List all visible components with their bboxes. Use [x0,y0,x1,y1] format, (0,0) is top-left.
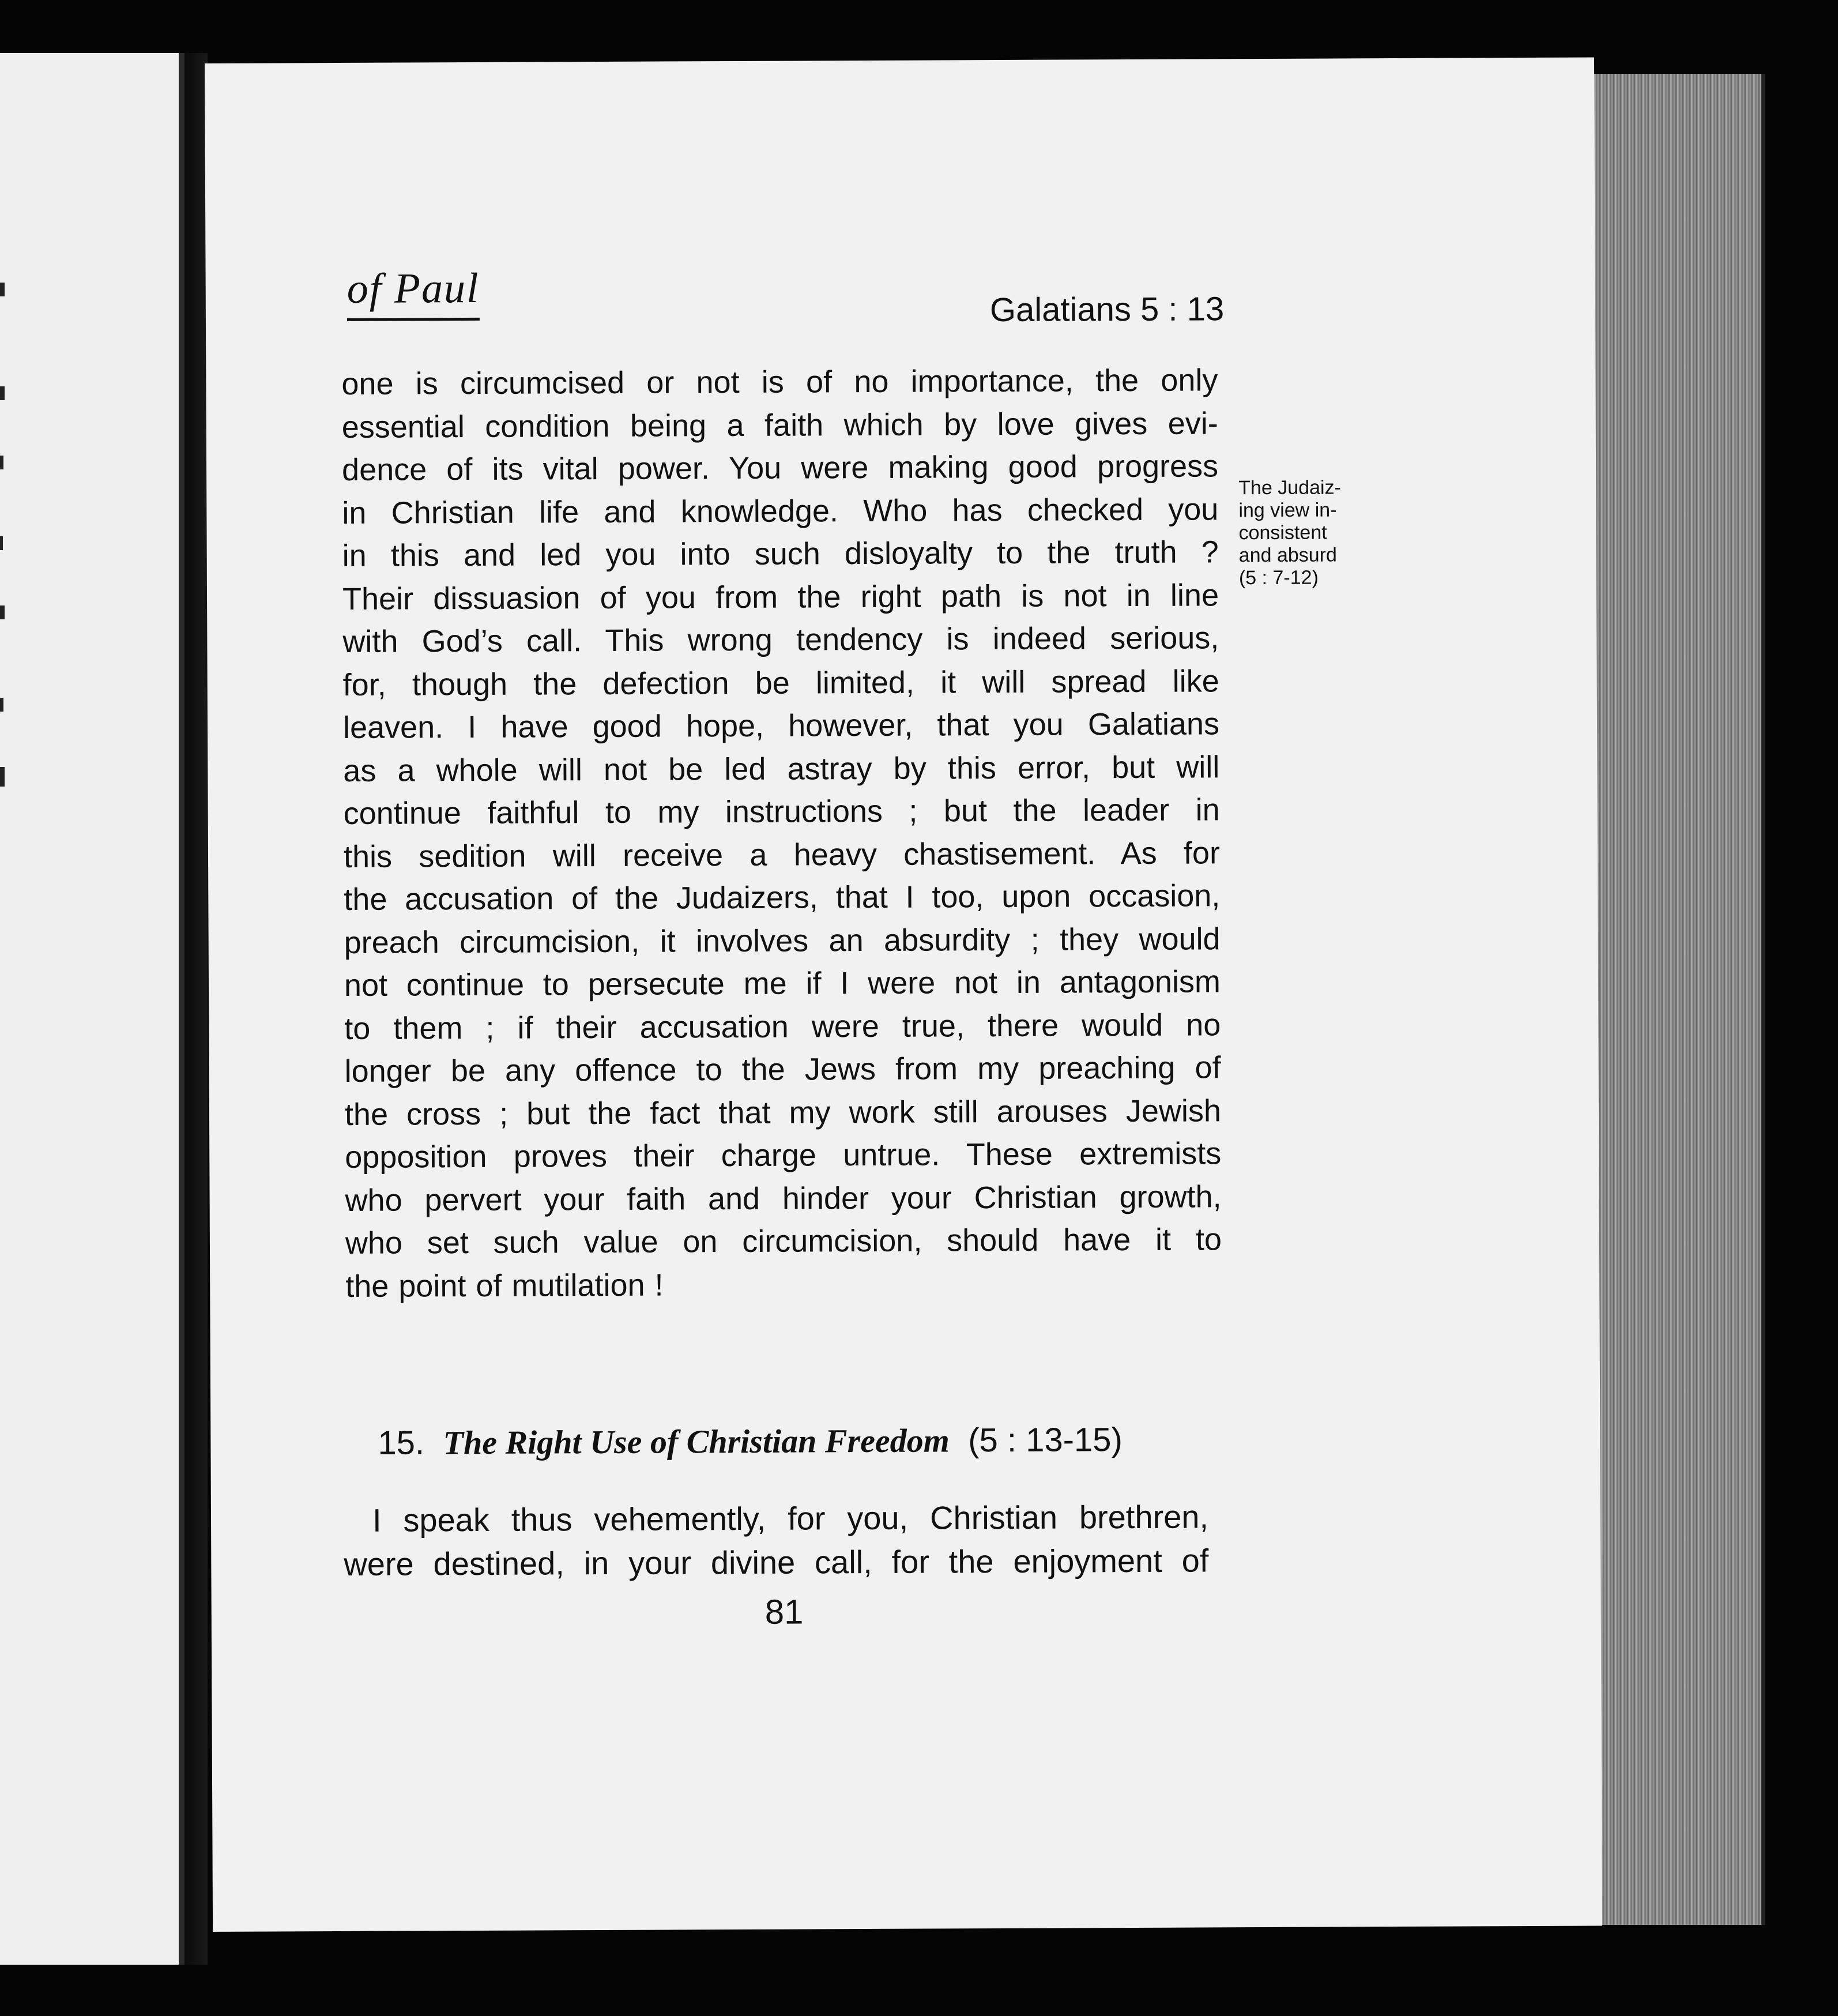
text-line: who pervert your faith and hinder your Christian growth, [345,1179,1222,1218]
text-line: Their dissuasion of you from the right path is not in line [342,577,1219,616]
text-line: the cross ; but the fact that my work still arouses Jewish [344,1093,1222,1132]
marginal-note-line: ing view in- [1238,499,1337,522]
marginal-note-line: and absurd [1238,544,1337,567]
marginal-note-line: (5 : 7-12) [1238,566,1319,589]
text-line: for, though the defection be limited, it will spread like [342,663,1219,702]
book-gutter [184,53,208,1965]
text-line: longer be any offence to the Jews from my preaching of [344,1050,1221,1089]
text-line: essential condition being a faith which by love gives evi- [341,405,1218,445]
text-line: one is circumcised or not is of no importance, the only [341,363,1218,401]
page-edges [1583,74,1765,1925]
text-line: the point of mutilation ! [345,1267,664,1304]
text-line: to them ; if their accusation were true, there would no [344,1007,1221,1046]
page-number: 81 [764,1592,804,1631]
section-reference: (5 : 13-15) [968,1421,1123,1460]
text-line: dence of its vital power. You were making good progress [341,449,1219,487]
text-line: were destined, in your divine call, for the enjoyment of [344,1542,1209,1582]
running-header-reference: Galatians 5 : 13 [989,290,1225,329]
section-paragraph [344,1495,1209,1586]
text-line: not continue to persecute me if I were not in antagonism [344,964,1221,1003]
left-page-text-fragments [0,259,12,1009]
section-title: The Right Use of Christian Freedom [443,1421,950,1462]
running-header-title: of Paul [347,264,480,321]
marginal-note-line: consistent [1238,521,1327,544]
text-line: the accusation of the Judaizers, that I too, upon occasion, [344,878,1221,917]
text-line: leaven. I have good hope, however, that you Galatians [342,706,1220,745]
text-line: this sedition will receive a heavy chastisement. As for [343,835,1221,874]
text-line: who set such value on circumcision, should have it to [345,1222,1222,1261]
text-line: I speak thus vehemently, for you, Christian brethren, [372,1498,1209,1539]
text-line: with God’s call. This wrong tendency is indeed serious, [342,620,1219,659]
marginal-note [1238,476,1395,589]
body-paragraph [341,359,1222,1308]
text-line: preach circumcision, it involves an absurdity ; they would [344,921,1221,960]
text-line: opposition proves their charge untrue. These extremists [345,1136,1222,1175]
text-line: in Christian life and knowledge. Who has checked you [342,491,1219,531]
text-line: in this and led you into such disloyalty to the truth ? [342,535,1219,573]
right-page [205,57,1602,1931]
marginal-note-line: The Judaiz- [1238,476,1341,499]
left-page [0,53,184,1965]
text-line: continue faithful to my instructions ; but the leader in [343,792,1220,831]
section-number: 15. [378,1424,425,1462]
text-line: as a whole will not be led astray by this error, but will [343,749,1220,788]
section-heading [378,1420,1123,1462]
